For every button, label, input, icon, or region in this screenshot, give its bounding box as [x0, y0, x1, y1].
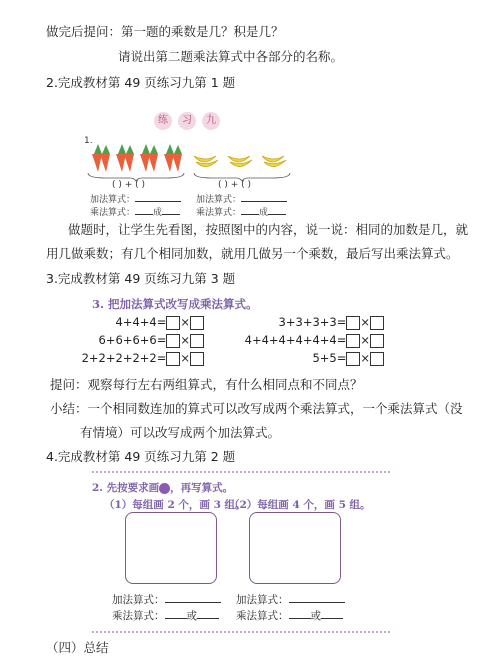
- exercise-3-title: 3. 把加法算式改写成乘法算式。: [92, 297, 258, 311]
- practice-tag: 习: [178, 112, 196, 130]
- exercise-number: 1.: [84, 136, 93, 146]
- task-heading-2: 2.完成教材第 49 页练习九第 1 题: [46, 75, 236, 90]
- task-heading-3: 3.完成教材第 49 页练习九第 3 题: [46, 271, 236, 286]
- answer-box[interactable]: [190, 352, 204, 366]
- exercise-1-image: [82, 106, 292, 216]
- brace-label-left: ( ) + ( ): [112, 180, 146, 190]
- mul-label: 乘法算式：: [236, 610, 289, 622]
- expression: 5+5=: [312, 351, 347, 365]
- answer-blank[interactable]: [321, 618, 343, 619]
- expression: 6+6+6+6=: [98, 333, 167, 347]
- or-label: 成: [259, 208, 269, 218]
- expr-row: [116, 315, 205, 330]
- carrots-illustration: [88, 142, 184, 174]
- times-sign: ×: [180, 315, 190, 329]
- expr-row: [245, 333, 384, 348]
- circle-icon: [159, 483, 170, 494]
- answer-box[interactable]: [190, 316, 204, 330]
- exercise-2-title-b: ，再写算式。: [170, 482, 234, 494]
- answer-blank[interactable]: [241, 201, 287, 202]
- times-sign: ×: [180, 351, 190, 365]
- answer-blank[interactable]: [165, 602, 221, 603]
- answer-blank[interactable]: [289, 602, 345, 603]
- answer-box[interactable]: [166, 316, 180, 330]
- exercise-2-title: [92, 480, 233, 495]
- times-sign: ×: [360, 315, 370, 329]
- divider: [92, 631, 390, 633]
- answer-blank[interactable]: [162, 214, 180, 215]
- expr-row: [279, 315, 384, 330]
- exercise-2: [92, 480, 392, 630]
- question-line-3: 提问：观察每行左右两组算式，有什么相同点和不同点？: [50, 377, 363, 392]
- answer-blank[interactable]: [241, 214, 259, 215]
- expr-row: [99, 333, 204, 348]
- times-sign: ×: [360, 333, 370, 347]
- instruction-line-2: 用几做乘数；有几个相同加数，就用几做另一个乘数，最后写出乘法算式。: [46, 246, 459, 261]
- exercise-2-title-a: 2. 先按要求画: [92, 482, 160, 494]
- answer-box[interactable]: [370, 352, 384, 366]
- answer-blank[interactable]: [165, 618, 187, 619]
- answer-box[interactable]: [370, 334, 384, 348]
- add-label: 加法算式：: [236, 594, 289, 606]
- add-label: 加法算式：: [112, 594, 165, 606]
- drawing-box-2[interactable]: [249, 512, 341, 584]
- drawing-box-1[interactable]: [125, 512, 217, 584]
- bananas-illustration: [192, 146, 292, 172]
- answer-blank[interactable]: [197, 618, 219, 619]
- answer-box[interactable]: [346, 316, 360, 330]
- summary-line-2: 有情境）可以改写成两个加法算式。: [80, 425, 281, 440]
- add-label: 加法算式：: [196, 195, 242, 205]
- answer-box[interactable]: [166, 334, 180, 348]
- question-line-2: 请说出第二题乘法算式中各部分的名称。: [118, 49, 344, 64]
- answer-box[interactable]: [190, 334, 204, 348]
- answer-blank[interactable]: [268, 214, 286, 215]
- part-2-label: （2）每组画 4 个，画 5 组。: [229, 499, 371, 511]
- question-line-1: 做完后提问：第一题的乘数是几？积是几？: [46, 24, 284, 39]
- expr-row: [82, 351, 204, 366]
- answer-box[interactable]: [346, 334, 360, 348]
- or-label: 或: [186, 610, 197, 622]
- expression: 4+4+4+4+4+4=: [244, 333, 347, 347]
- expr-row: [312, 351, 384, 366]
- expression: 3+3+3+3=: [278, 315, 347, 329]
- mul-label: 乘法算式：: [90, 208, 136, 218]
- or-label: 成: [153, 208, 163, 218]
- practice-tag: 练: [154, 112, 172, 130]
- summary-line-1: 小结：一个相同数连加的算式可以改写成两个乘法算式，一个乘法算式（没: [50, 401, 463, 416]
- section-heading-summary: （四）总结: [46, 640, 109, 655]
- expression: 2+2+2+2+2=: [81, 351, 167, 365]
- answer-box[interactable]: [346, 352, 360, 366]
- mul-label: 乘法算式：: [196, 208, 242, 218]
- answer-blank[interactable]: [289, 618, 311, 619]
- task-heading-4: 4.完成教材第 49 页练习九第 2 题: [46, 449, 236, 464]
- answer-blank[interactable]: [135, 201, 181, 202]
- divider: [92, 471, 390, 473]
- exercise-3: [81, 296, 392, 366]
- instruction-line-1: 做题时，让学生先看图，按照图中的内容，说一说：相同的加数是几，就: [68, 222, 469, 237]
- mul-label: 乘法算式：: [112, 610, 165, 622]
- answer-box[interactable]: [370, 316, 384, 330]
- answer-blank[interactable]: [135, 214, 153, 215]
- brace-label-right: ( ) + ( ): [218, 180, 252, 190]
- answer-box[interactable]: [166, 352, 180, 366]
- part-1-label: （1）每组画 2 个，画 3 组。: [104, 499, 246, 511]
- practice-tag: 九: [202, 112, 220, 130]
- times-sign: ×: [180, 333, 190, 347]
- expression: 4+4+4=: [115, 315, 167, 329]
- times-sign: ×: [360, 351, 370, 365]
- or-label: 或: [310, 610, 321, 622]
- add-label: 加法算式：: [90, 195, 136, 205]
